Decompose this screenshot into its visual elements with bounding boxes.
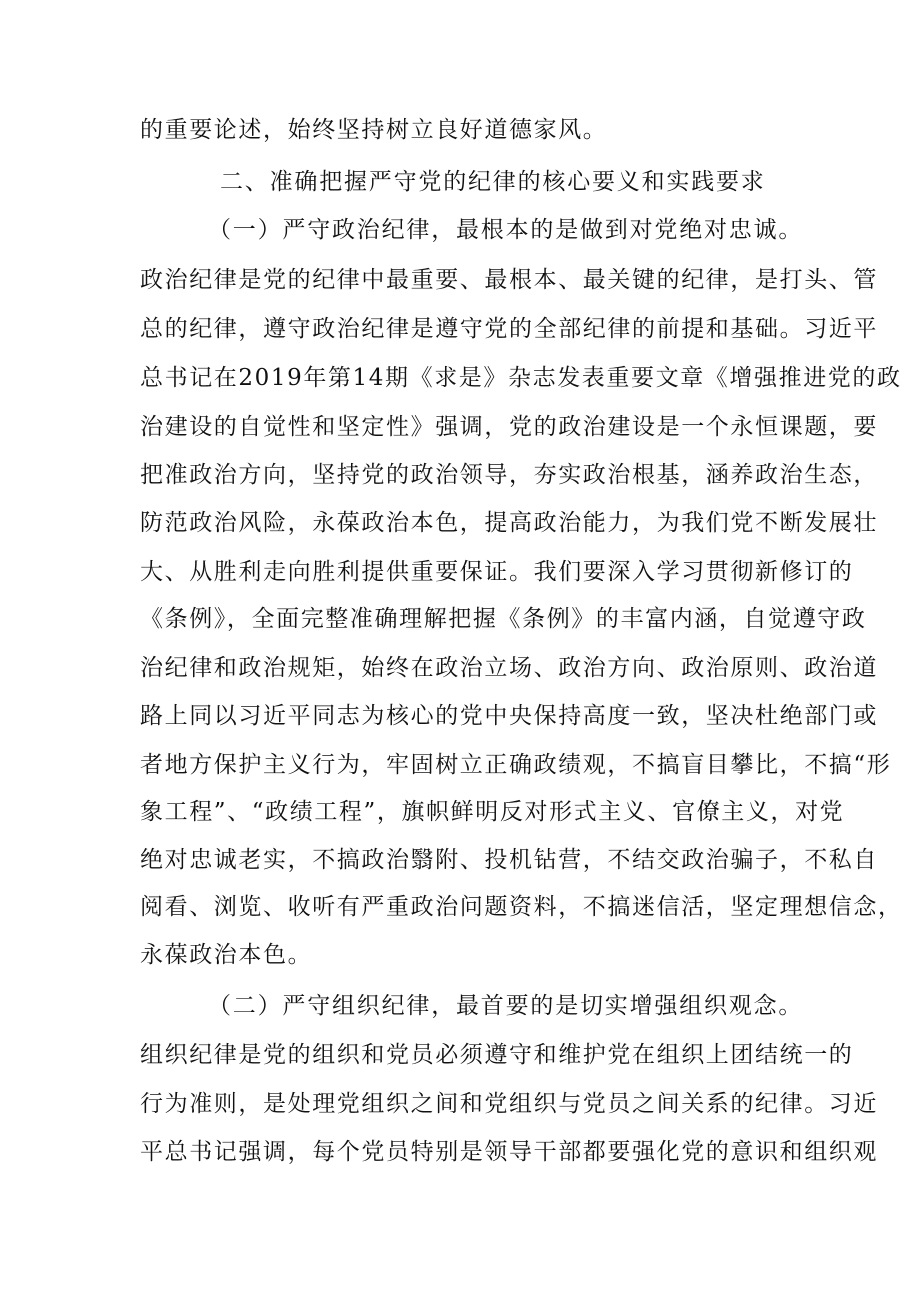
- body-text-line: 路上同以习近平同志为核心的党中央保持高度一致，坚决杜绝部门或: [140, 703, 878, 729]
- body-text-line: 绝对忠诚老实，不搞政治翳附、投机钻营，不结交政治骗子，不私自: [140, 847, 878, 873]
- body-text-line: 永葆政治本色。: [140, 942, 313, 968]
- body-text-line: 象工程”、“政绩工程”，旗帜鲜明反对形式主义、官僚主义，对党: [140, 799, 845, 825]
- body-text-line: 平总书记强调，每个党员特别是领导干部都要强化党的意识和组织观: [140, 1139, 878, 1165]
- body-text-line: 阅看、浏览、收听有严重政治问题资料，不搞迷信活，坚定理想信念，: [140, 894, 903, 920]
- body-text-line: 组织纪律是党的组织和党员必须遵守和维护党在组织上团结统一的: [140, 1042, 854, 1068]
- body-text-line: 行为准则，是处理党组织之间和党组织与党员之间关系的纪律。习近: [140, 1091, 878, 1117]
- subsection-heading: （一）严守政治纪律，最根本的是做到对党绝对忠诚。: [208, 217, 804, 243]
- subsection-heading: （二）严守组织纪律，最首要的是切实增强组织观念。: [208, 993, 804, 1019]
- body-text-line: 治建设的自觉性和坚定性》强调，党的政治建设是一个永恒课题，要: [140, 414, 878, 440]
- body-text-line: 者地方保护主义行为，牢固树立正确政绩观，不搞盲目攀比，不搞“形: [140, 752, 892, 778]
- body-text-line: 把准政治方向，坚持党的政治领导，夯实政治根基，涵养政治生态，: [140, 462, 878, 488]
- body-text-line: 《条例》，全面完整准确理解把握《条例》的丰富内涵，自觉遵守政: [140, 606, 867, 632]
- body-text-line: 防范政治风险，永葆政治本色，提高政治能力，为我们党不断发展壮: [140, 510, 878, 536]
- section-heading: 二、准确把握严守党的纪律的核心要义和实践要求: [220, 169, 766, 195]
- body-text-line: 政治纪律是党的纪律中最重要、最根本、最关键的纪律，是打头、管: [140, 267, 878, 293]
- body-text-line: 的重要论述，始终坚持树立良好道德家风。: [140, 117, 608, 143]
- body-text-line: 治纪律和政治规矩，始终在政治立场、政治方向、政治原则、政治道: [140, 655, 878, 681]
- body-text-line: 总的纪律，遵守政治纪律是遵守党的全部纪律的前提和基础。习近平: [140, 316, 878, 342]
- body-text-line: 大、从胜利走向胜利提供重要保证。我们要深入学习贯彻新修订的: [140, 559, 854, 585]
- body-text-line: 总书记在2019年第14期《求是》杂志发表重要文章《增强推进党的政: [140, 365, 902, 391]
